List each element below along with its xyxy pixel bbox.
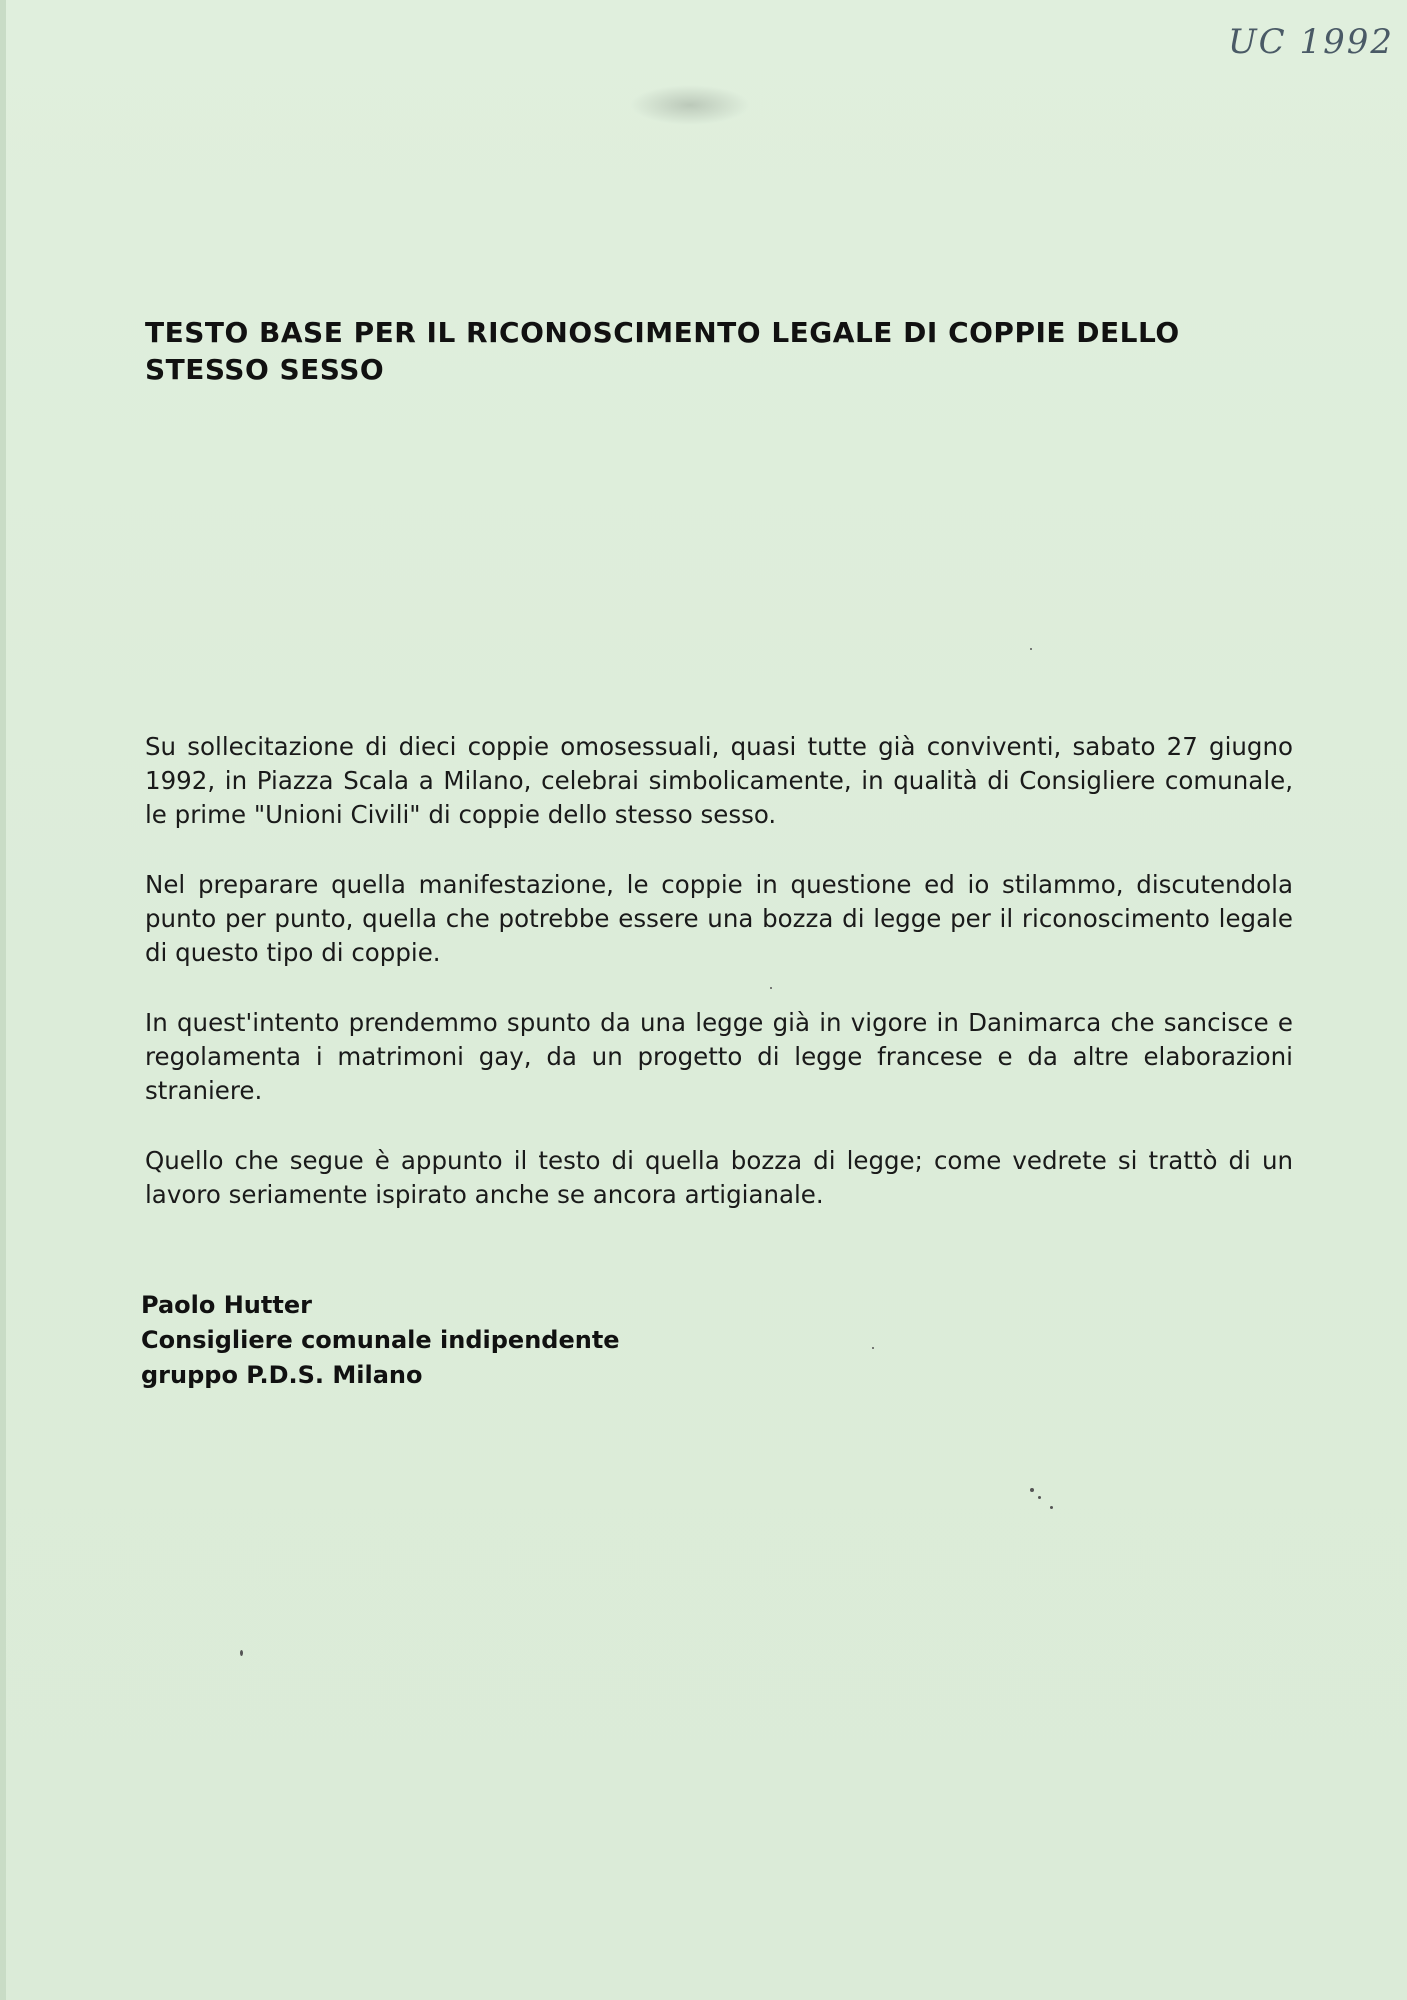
signature-name: Paolo Hutter <box>141 1291 312 1319</box>
paragraph-1: Su sollecitazione di dieci coppie omosessuali, quasi tutte già conviventi, sabato 27 giugno 1992, in Piazza Scala a Milano, celebrai simbolicamente, in qualità di Consigliere comunale, le prime "Unioni Civili" di coppie dello stesso sesso. <box>145 732 1293 829</box>
scan-speck <box>872 1347 874 1349</box>
scan-speck <box>1038 1496 1041 1499</box>
scan-speck <box>1030 1488 1034 1492</box>
scan-speck <box>240 1650 243 1656</box>
scan-speck <box>1030 648 1032 650</box>
paragraph-2: Nel preparare quella manifestazione, le coppie in questione ed io stilammo, discutendola punto per punto, quella che potrebbe essere una bozza di legge per il riconoscimento legale di questo tipo di coppie. <box>145 870 1293 967</box>
paragraph-4: Quello che segue è appunto il testo di quella bozza di legge; come vedrete si trattò di un lavoro seriamente ispirato anche se ancora artigianale. <box>145 1146 1293 1209</box>
signature-group: gruppo P.D.S. Milano <box>141 1361 423 1389</box>
page-edge <box>0 0 6 2000</box>
document-title: TESTO BASE PER IL RICONOSCIMENTO LEGALE DI COPPIE DELLO STESSO SESSO <box>145 316 1180 386</box>
paragraph-3: In quest'intento prendemmo spunto da una legge già in vigore in Danimarca che sancisce e regolamenta i matrimoni gay, da un progetto di legge francese e da altre elaborazioni straniere. <box>145 1008 1293 1105</box>
scan-speck <box>1050 1506 1053 1509</box>
signature-role: Consigliere comunale indipendente <box>141 1326 620 1354</box>
document-body <box>145 730 1293 1248</box>
signature-block <box>141 1288 620 1393</box>
handwritten-archive-mark: UC 1992 <box>1228 22 1395 62</box>
scan-smudge <box>630 85 750 125</box>
scan-speck <box>770 987 772 989</box>
